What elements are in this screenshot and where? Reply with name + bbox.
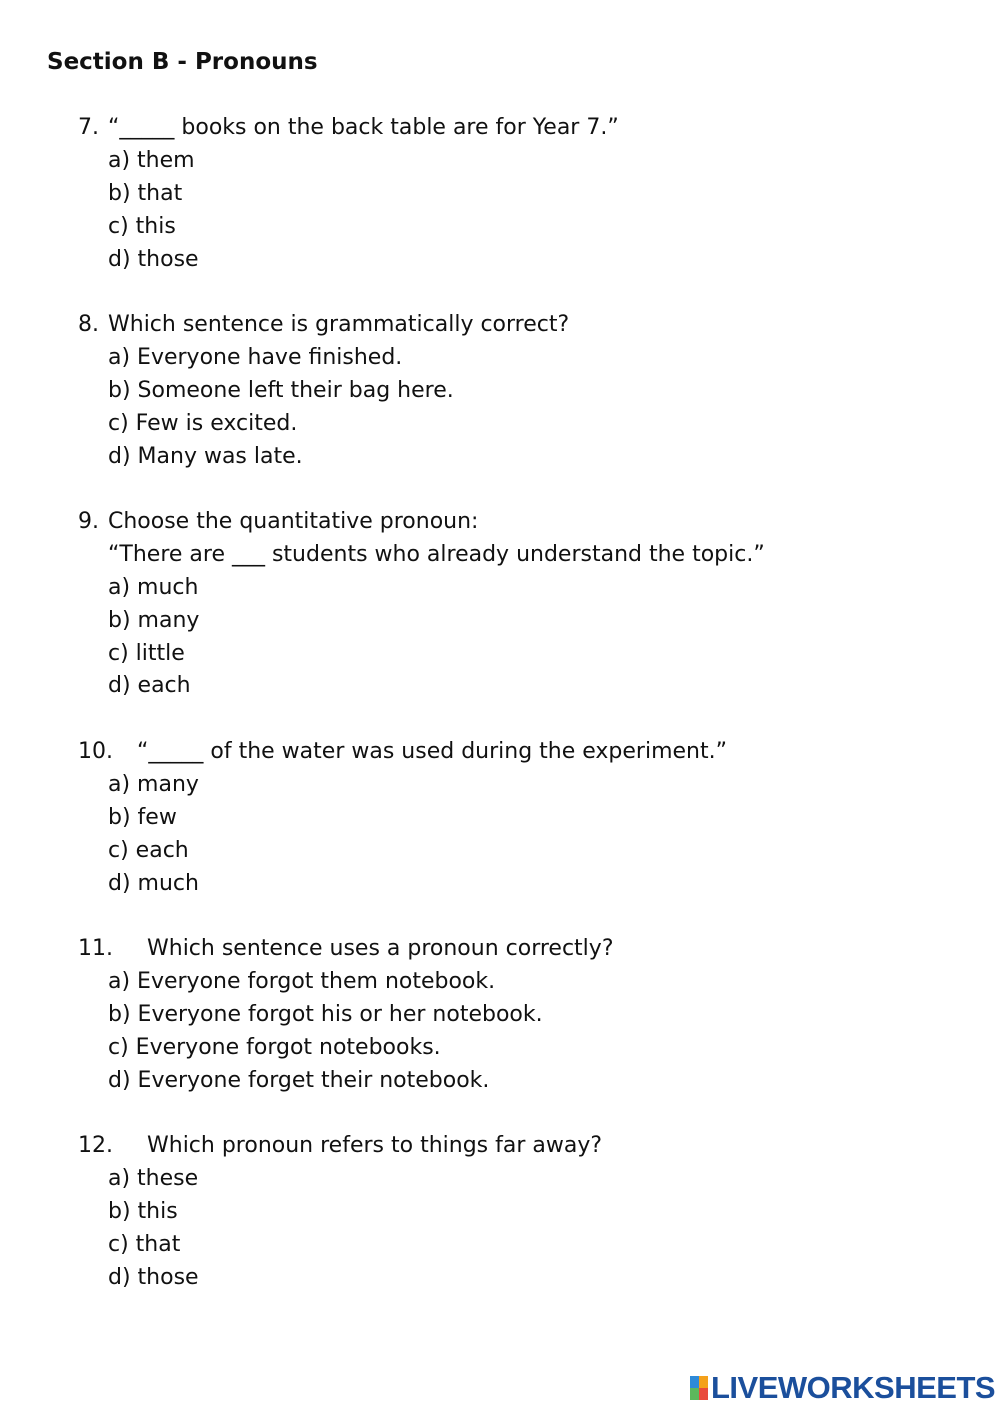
question-text: “_____ of the water was used during the experiment.” [137,739,728,764]
option-b[interactable]: b) few [108,804,177,830]
option-c[interactable]: c) that [108,1231,181,1257]
question-number: 8. [78,312,99,337]
option-b[interactable]: b) that [108,180,183,206]
option-a[interactable]: a) Everyone forgot them notebook. [108,968,496,994]
question-9 [0,506,999,703]
question-number: 9. [78,509,99,534]
option-d[interactable]: d) Many was late. [108,443,303,469]
option-b[interactable]: b) Someone left their bag here. [108,377,454,403]
option-d[interactable]: d) those [108,246,199,272]
option-a[interactable]: a) many [108,771,199,797]
option-d[interactable]: d) each [108,673,191,699]
option-d[interactable]: d) much [108,870,199,896]
question-8 [0,309,999,473]
question-sentence: “There are ___ students who already understand the topic.” [108,541,765,567]
question-number: 11. [78,936,113,961]
question-number: 7. [78,115,99,140]
question-text: Choose the quantitative pronoun: [108,509,479,534]
option-a[interactable]: a) Everyone have finished. [108,344,403,370]
option-d[interactable]: d) Everyone forget their notebook. [108,1067,490,1093]
logo-text: LIVEWORKSHEETS [711,1370,996,1405]
liveworksheets-logo [690,1370,995,1406]
question-10 [0,736,999,900]
option-a[interactable]: a) them [108,147,195,173]
liveworksheets-mark-icon [690,1376,708,1400]
option-d[interactable]: d) those [108,1264,199,1290]
option-c[interactable]: c) each [108,837,189,863]
option-a[interactable]: a) these [108,1165,199,1191]
question-7 [0,112,999,276]
question-text: Which sentence is grammatically correct? [108,312,570,337]
question-12 [0,1130,999,1294]
section-title: Section B - Pronouns [47,49,318,75]
question-number: 12. [78,1133,113,1158]
option-a[interactable]: a) much [108,574,199,600]
option-c[interactable]: c) Everyone forgot notebooks. [108,1034,441,1060]
option-c[interactable]: c) this [108,213,176,239]
option-c[interactable]: c) Few is excited. [108,410,298,436]
option-b[interactable]: b) Everyone forgot his or her notebook. [108,1001,543,1027]
question-number: 10. [78,739,113,764]
option-b[interactable]: b) this [108,1198,178,1224]
question-text: Which sentence uses a pronoun correctly? [147,936,614,961]
question-text: “_____ books on the back table are for Year 7.” [108,115,619,140]
question-11 [0,933,999,1097]
option-c[interactable]: c) little [108,640,185,666]
option-b[interactable]: b) many [108,607,200,633]
question-text: Which pronoun refers to things far away? [147,1133,603,1158]
